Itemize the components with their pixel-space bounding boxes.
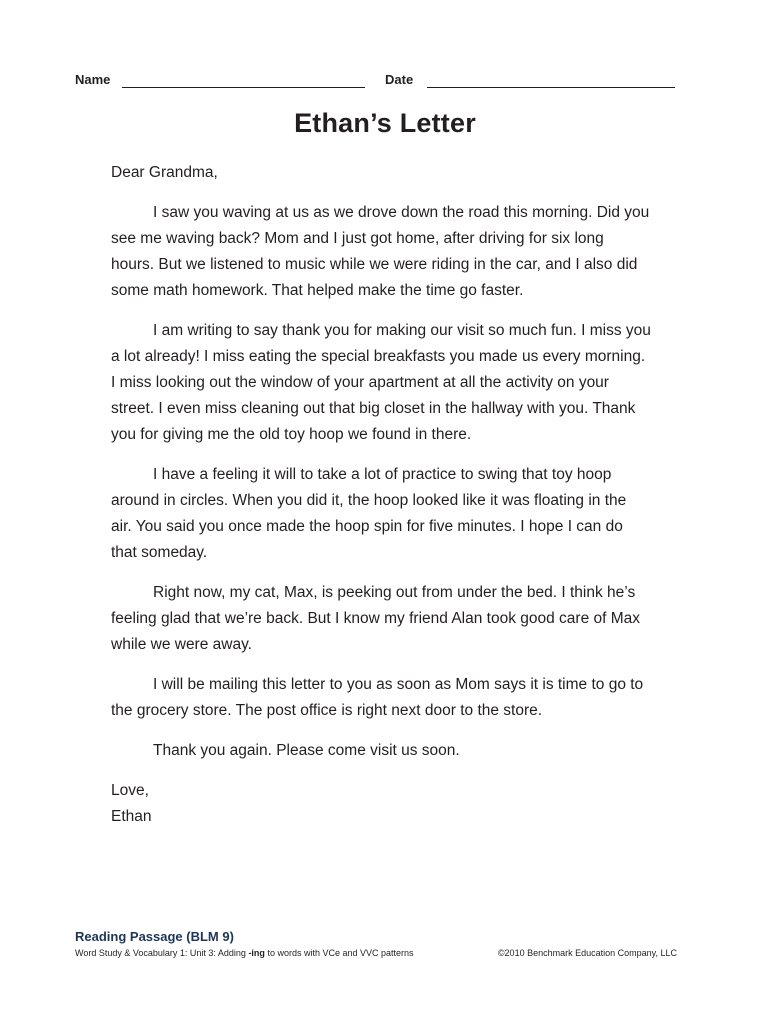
letter-signature: Ethan	[111, 808, 152, 825]
letter-greeting: Dear Grandma,	[111, 164, 218, 181]
header-fields	[75, 72, 677, 92]
letter-paragraph-2: I am writing to say thank you for making our visit so much fun. I miss you a lot already! I miss eating the special breakfasts you made us every morning. I miss looking out the window of your apartment at all the activity on your street. I even miss cleaning out that big closet in the hallway with you. Thank you for giving me the old toy hoop we found in there.	[111, 322, 651, 443]
letter-paragraph-1: I saw you waving at us as we drove down the road this morning. Did you see me waving back? Mom and I just got home, after driving for six long hours. But we listened to music while we were riding in the car, and I also did some math homework. That helped make the time go faster.	[111, 204, 650, 299]
name-label: Name	[75, 72, 111, 87]
page-title: Ethan’s Letter	[294, 108, 476, 138]
letter-paragraph-6: Thank you again. Please come visit us soon.	[153, 742, 460, 759]
letter-paragraph-5: I will be mailing this letter to you as soon as Mom says it is time to go to the grocery store. The post office is right next door to the store.	[111, 676, 644, 719]
footer-subtitle	[75, 948, 414, 958]
letter-paragraph-3: I have a feeling it will to take a lot of practice to swing that toy hoop around in circles. When you did it, the hoop looked like it was floating in the air. You said you once made the hoop spin for five minutes. I hope I can do that someday.	[111, 466, 627, 561]
date-write-line[interactable]	[427, 87, 675, 88]
name-write-line[interactable]	[122, 87, 365, 88]
footer-subtitle-suffix: to words with VCe and VVC patterns	[264, 948, 414, 958]
letter-closing: Love,	[111, 782, 149, 799]
footer-title: Reading Passage (BLM 9)	[75, 929, 234, 944]
date-label: Date	[385, 72, 414, 87]
footer-copyright: ©2010 Benchmark Education Company, LLC	[497, 948, 677, 958]
letter-body	[111, 160, 651, 830]
footer-subtitle-prefix: Word Study & Vocabulary 1: Unit 3: Adding	[75, 948, 249, 958]
footer-subtitle-bold: -ing	[248, 948, 265, 958]
footer-row	[75, 948, 677, 962]
page-footer	[75, 929, 677, 962]
letter-paragraph-4: Right now, my cat, Max, is peeking out from under the bed. I think he’s feeling glad that we’re back. But I know my friend Alan took good care of Max while we were away.	[111, 584, 641, 653]
